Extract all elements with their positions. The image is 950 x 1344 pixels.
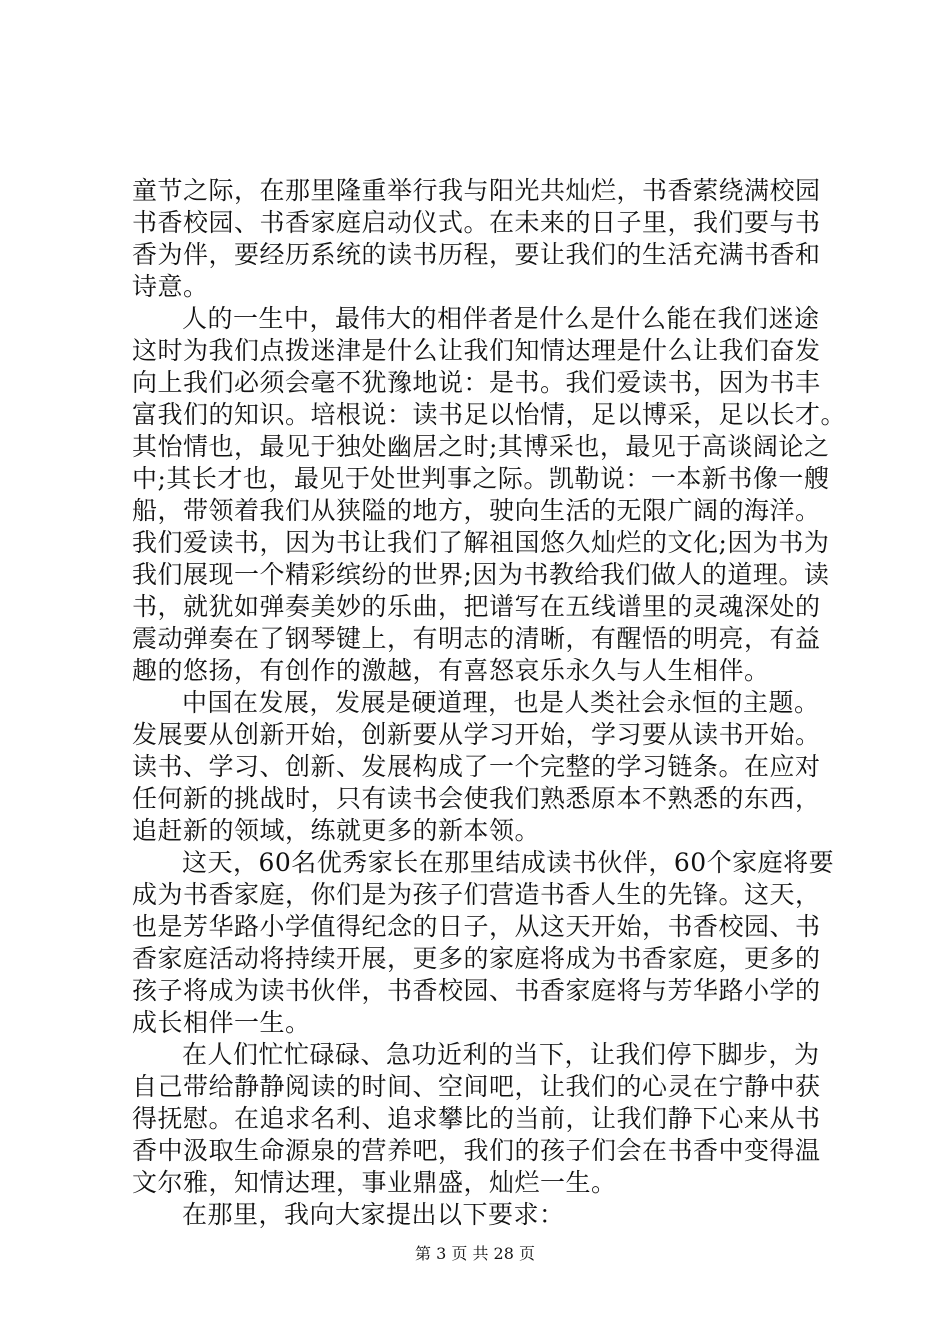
body-text-line: 成为书香家庭，你们是为孩子们营造书香人生的先锋。这天， <box>132 880 821 909</box>
body-text-line: 船，带领着我们从狭隘的地方，驶向生活的无限广阔的海洋。 <box>132 496 821 525</box>
body-text-line: 我们爱读书，因为书让我们了解祖国悠久灿烂的文化;因为书为 <box>132 528 830 557</box>
body-text-line: 书，就犹如弹奏美妙的乐曲，把谱写在五线谱里的灵魂深处的 <box>132 592 821 621</box>
body-text-line: 中;其长才也，最见于处世判事之际。凯勒说：一本新书像一艘 <box>132 464 830 493</box>
body-text-line: 富我们的知识。培根说：读书足以怡情，足以博采，足以长才。 <box>132 400 847 429</box>
body-text-line: 香中汲取生命源泉的营养吧，我们的孩子们会在书香中变得温 <box>132 1136 821 1165</box>
body-text-line: 追赶新的领域，练就更多的新本领。 <box>132 816 541 845</box>
body-text-line: 诗意。 <box>132 272 209 301</box>
body-text-line: 发展要从创新开始，创新要从学习开始，学习要从读书开始。 <box>132 720 821 749</box>
page-number-footer: 第 3 页 共 28 页 <box>415 1244 535 1263</box>
body-text-line: 童节之际，在那里隆重举行我与阳光共灿烂，书香萦绕满校园 <box>132 176 821 205</box>
body-text-line: 读书、学习、创新、发展构成了一个完整的学习链条。在应对 <box>132 752 821 781</box>
body-text-line: 我们展现一个精彩缤纷的世界;因为书教给我们做人的道理。读 <box>132 560 830 589</box>
paragraph-start-line: 中国在发展，发展是硬道理，也是人类社会永恒的主题。 <box>182 688 820 717</box>
paragraph-start-line: 人的一生中，最伟大的相伴者是什么是什么能在我们迷途 <box>182 304 820 333</box>
body-text-line: 香为伴，要经历系统的读书历程，要让我们的生活充满书香和 <box>132 240 821 269</box>
body-text-line: 得抚慰。在追求名利、追求攀比的当前，让我们静下心来从书 <box>132 1104 821 1133</box>
paragraph-start-line: 这天，60名优秀家长在那里结成读书伙伴，60个家庭将要 <box>182 848 835 877</box>
body-text-line: 也是芳华路小学值得纪念的日子，从这天开始，书香校园、书 <box>132 912 821 941</box>
body-text-line: 其怡情也，最见于独处幽居之时;其博采也，最见于高谈阔论之 <box>132 432 830 461</box>
body-text-line: 震动弹奏在了钢琴键上，有明志的清晰，有醒悟的明亮，有益 <box>132 624 821 653</box>
body-text-line: 成长相伴一生。 <box>132 1008 311 1037</box>
body-text-line: 文尔雅，知情达理，事业鼎盛，灿烂一生。 <box>132 1168 617 1197</box>
body-text-line: 任何新的挑战时，只有读书会使我们熟悉原本不熟悉的东西， <box>132 784 821 813</box>
body-text-line: 自己带给静静阅读的时间、空间吧，让我们的心灵在宁静中获 <box>132 1072 821 1101</box>
body-text-line: 向上我们必须会毫不犹豫地说：是书。我们爱读书，因为书丰 <box>132 368 821 397</box>
body-text-line: 书香校园、书香家庭启动仪式。在未来的日子里，我们要与书 <box>132 208 821 237</box>
paragraph-start-line: 在人们忙忙碌碌、急功近利的当下，让我们停下脚步，为 <box>182 1040 820 1069</box>
body-text-line: 这时为我们点拨迷津是什么让我们知情达理是什么让我们奋发 <box>132 336 821 365</box>
body-text-line: 孩子将成为读书伙伴，书香校园、书香家庭将与芳华路小学的 <box>132 976 821 1005</box>
body-text-line: 趣的悠扬，有创作的激越，有喜怒哀乐永久与人生相伴。 <box>132 656 770 685</box>
paragraph-start-line: 在那里，我向大家提出以下要求： <box>182 1200 565 1229</box>
body-text-line: 香家庭活动将持续开展，更多的家庭将成为书香家庭，更多的 <box>132 944 821 973</box>
